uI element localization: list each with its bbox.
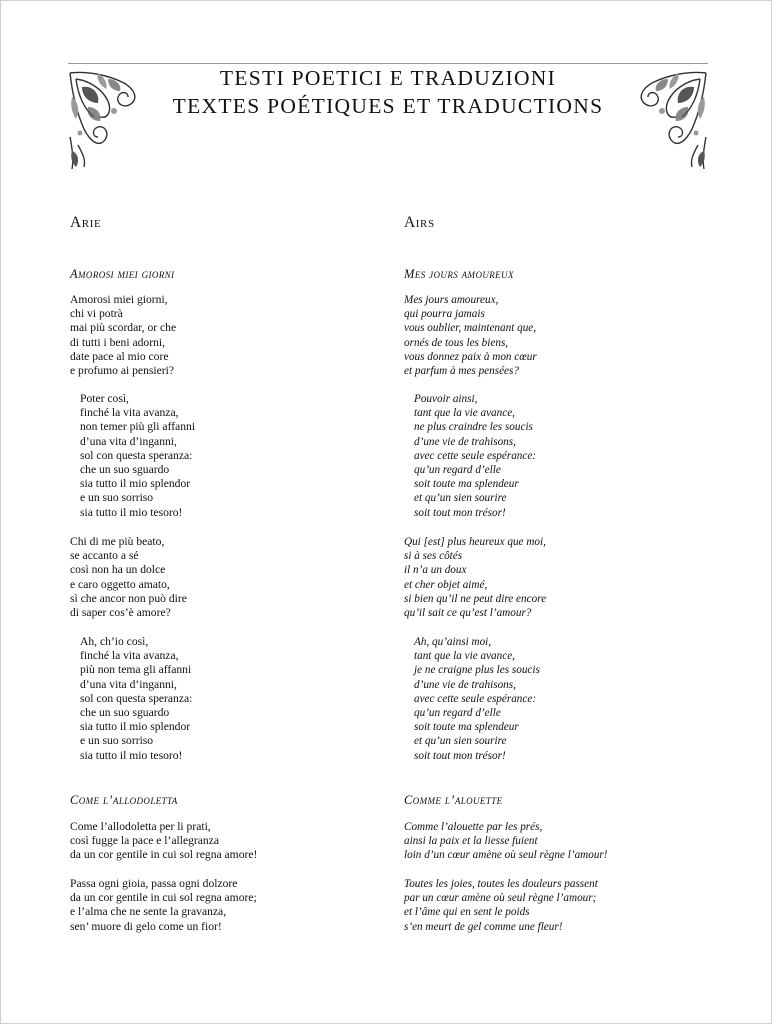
- verse-line: et qu’un sien sourire: [414, 492, 507, 505]
- verse-line: vous donnez paix à mon cœur: [404, 350, 537, 363]
- verse-line: così non ha un dolce: [70, 563, 166, 577]
- verse-line: par un cœur amène où seul règne l’amour;: [404, 892, 597, 905]
- verse-line: et l’âme qui en sent le poids: [404, 906, 530, 919]
- verse-line: et qu’un sien sourire: [414, 735, 507, 748]
- verse-line: Amorosi miei giorni,: [70, 293, 168, 306]
- verse-line: e profumo ai pensieri?: [70, 363, 174, 377]
- verse-line: Ah, qu’ainsi moi,: [414, 636, 492, 648]
- verse-line: chi vi potrà: [70, 307, 123, 321]
- verse-line: e un suo sorriso: [80, 491, 154, 505]
- verse-line: sia tutto il mio tesoro!: [80, 505, 183, 519]
- verse-line: Qui [est] plus heureux que moi,: [404, 536, 546, 548]
- verse-line: sia tutto il mio splendor: [80, 477, 191, 491]
- header-title-french: TEXTES POÉTIQUES ET TRADUCTIONS: [172, 94, 604, 118]
- verse-line: sen’ muore di gelo come un fior!: [70, 919, 222, 933]
- header-rule: [68, 63, 708, 64]
- section-heading: Airs: [404, 214, 435, 231]
- stanza: [404, 535, 546, 620]
- verse-line: non temer più gli affanni: [80, 420, 196, 434]
- verse-line: d’une vie de trahisons,: [414, 435, 516, 448]
- section-heading: Arie: [70, 214, 102, 231]
- verse-line: tant que la vie avance,: [414, 650, 515, 663]
- verse-line: che un suo sguardo: [80, 462, 170, 476]
- verse-line: sì che ancor non può dire: [70, 591, 187, 605]
- verse-line: d’une vie de trahisons,: [414, 678, 516, 691]
- verse-line: così fugge la pace e l’allegranza: [70, 834, 220, 848]
- verse-line: si bien qu’il ne peut dire encore: [404, 592, 547, 605]
- verse-line: che un suo sguardo: [80, 705, 170, 719]
- verse-line: soit tout mon trésor!: [414, 749, 506, 762]
- verse-line: si à ses côtés: [404, 550, 463, 563]
- verse-line: et cher objet aimé,: [404, 578, 488, 591]
- verse-line: e un suo sorriso: [80, 734, 154, 748]
- verse-line: soit toute ma splendeur: [414, 721, 519, 734]
- verse-line: ne plus craindre les soucis: [414, 421, 533, 434]
- verse-line: Come l’allodoletta per li prati,: [70, 820, 211, 833]
- stanza: [70, 293, 176, 378]
- verse-line: tant que la vie avance,: [414, 407, 515, 420]
- verse-line: qui pourra jamais: [404, 308, 485, 321]
- song-title: Amorosi miei giorni: [70, 267, 175, 281]
- verse-line: d’una vita d’inganni,: [80, 677, 177, 691]
- verse-line: avec cette seule espérance:: [414, 692, 537, 705]
- verse-line: et parfum à mes pensées?: [404, 364, 519, 377]
- verse-line: qu’un regard d’elle: [414, 463, 501, 476]
- verse-line: da un cor gentile in cui sol regna amore!: [70, 848, 258, 862]
- verse-line: di tutti i beni adorni,: [70, 335, 165, 349]
- verse-line: d’una vita d’inganni,: [80, 434, 177, 448]
- verse-line: s’en meurt de gel comme une fleur!: [404, 920, 563, 933]
- song-title: Comme l’alouette: [404, 793, 503, 807]
- stanza: [404, 293, 537, 378]
- verse-line: Poter così,: [80, 392, 129, 405]
- verse-line: ainsi la paix et la liesse fuient: [404, 835, 538, 848]
- verse-line: di saper cos’è amore?: [70, 605, 171, 619]
- song-title: Come l’allodoletta: [70, 793, 178, 807]
- verse-line: Ah, ch’io così,: [80, 635, 149, 648]
- verse-line: je ne craigne plus les soucis: [414, 664, 540, 677]
- verse-line: da un cor gentile in cui sol regna amore;: [70, 891, 257, 905]
- verse-line: avec cette seule espérance:: [414, 449, 537, 462]
- verse-line: finché la vita avanza,: [80, 406, 179, 420]
- stanza: [70, 820, 257, 863]
- verse-line: sol con questa speranza:: [80, 448, 193, 462]
- verse-line: date pace al mio core: [70, 349, 169, 363]
- verse-line: Passa ogni gioia, passa ogni dolzore: [70, 877, 238, 890]
- stanza: [414, 635, 540, 763]
- stanza: [404, 877, 598, 934]
- verse-line: mai più scordar, or che: [70, 321, 177, 335]
- verse-line: ornés de tous les biens,: [404, 336, 509, 349]
- verse-line: sia tutto il mio splendor: [80, 720, 191, 734]
- verse-line: vous oublier, maintenant que,: [404, 322, 537, 335]
- verse-line: Chi di me più beato,: [70, 535, 165, 548]
- stanza: [404, 820, 608, 863]
- verse-line: Toutes les joies, toutes les douleurs passent: [404, 878, 598, 890]
- verse-line: loin d’un cœur amène où seul règne l’amour!: [404, 849, 608, 862]
- page-header: [68, 63, 708, 171]
- stanza: [70, 877, 257, 934]
- verse-line: soit tout mon trésor!: [414, 506, 506, 519]
- verse-line: sol con questa speranza:: [80, 691, 193, 705]
- verse-line: e caro oggetto amato,: [70, 577, 170, 591]
- verse-line: Pouvoir ainsi,: [414, 393, 478, 405]
- verse-line: Comme l’alouette par les prés,: [404, 821, 543, 833]
- stanza: [70, 535, 187, 620]
- verse-line: Mes jours amoureux,: [404, 294, 499, 306]
- stanza: [80, 392, 195, 520]
- header-title-italian: TESTI POETICI E TRADUZIONI: [219, 66, 557, 90]
- verse-line: e l’alma che ne sente la gravanza,: [70, 905, 227, 919]
- stanza: [80, 635, 192, 763]
- song-title: Mes jours amoureux: [404, 267, 514, 281]
- verse-line: se accanto a sé: [70, 549, 139, 563]
- verse-line: qu’il sait ce qu’est l’amour?: [404, 606, 532, 619]
- verse-line: più non tema gli affanni: [80, 663, 192, 677]
- verse-line: soit toute ma splendeur: [414, 478, 519, 491]
- stanza: [414, 392, 536, 520]
- verse-line: il n’a un doux: [404, 564, 467, 577]
- verse-line: qu’un regard d’elle: [414, 706, 501, 719]
- verse-line: finché la vita avanza,: [80, 649, 179, 663]
- verse-line: sia tutto il mio tesoro!: [80, 748, 183, 762]
